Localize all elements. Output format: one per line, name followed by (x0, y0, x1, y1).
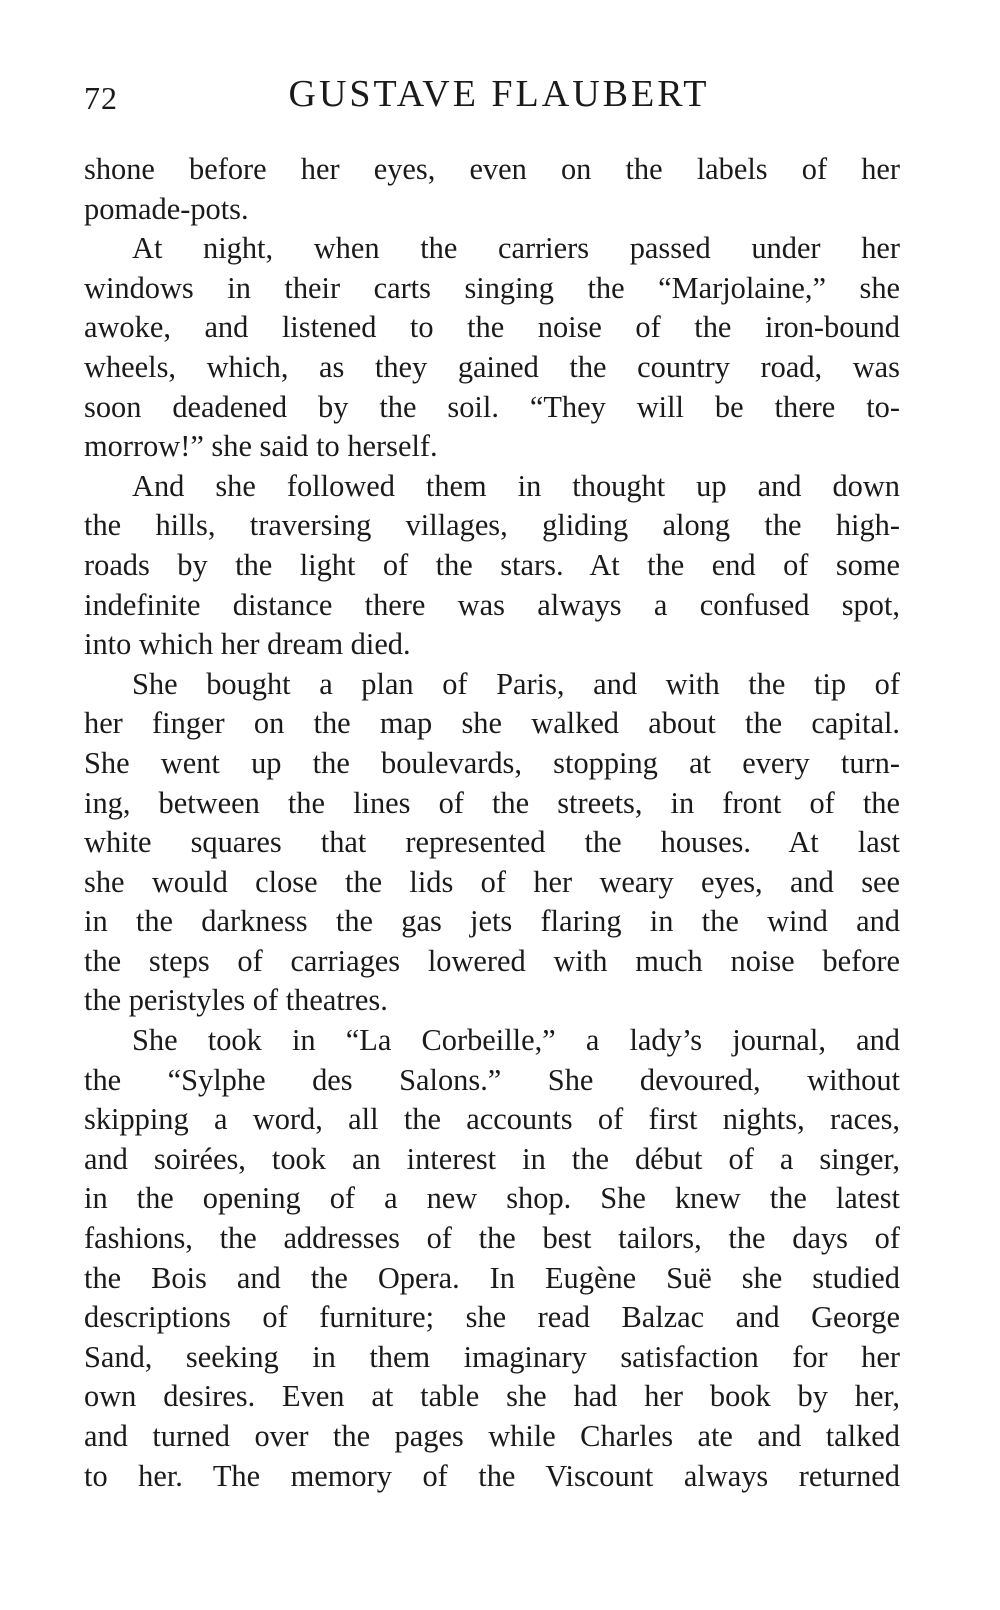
text-line: She went up the boulevards, stopping at every turn- (84, 745, 900, 780)
text-line: and soirées, took an interest in the début of a singer, (84, 1141, 900, 1176)
text-line: the “Sylphe des Salons.” She devoured, without (84, 1062, 900, 1097)
text-line: awoke, and listened to the noise of the iron-bound (84, 310, 900, 345)
text-line: the Bois and the Opera. In Eugène Suë she studied (84, 1260, 900, 1295)
text-line: roads by the light of the stars. At the end of some (84, 547, 900, 582)
text-line: fashions, the addresses of the best tailors, the days of (84, 1221, 900, 1256)
text-line: she would close the lids of her weary eyes, and see (84, 864, 900, 899)
text-line: descriptions of furniture; she read Balzac and George (84, 1300, 900, 1335)
text-line: She took in “La Corbeille,” a lady’s journal, and (132, 1023, 900, 1058)
text-line: At night, when the carriers passed under her (132, 231, 900, 266)
body-text (84, 150, 900, 1496)
text-line: wheels, which, as they gained the country road, was (84, 349, 900, 384)
text-line: the steps of carriages lowered with much noise before (84, 943, 900, 978)
running-title: GUSTAVE FLAUBERT (288, 73, 710, 115)
text-line: soon deadened by the soil. “They will be there to- (84, 389, 900, 424)
text-line: windows in their carts singing the “Marjolaine,” she (84, 270, 900, 305)
page-number: 72 (84, 80, 118, 116)
text-line: into which her dream died. (84, 627, 411, 662)
text-line: white squares that represented the houses. At last (84, 825, 900, 860)
text-line: pomade-pots. (84, 191, 249, 226)
text-line: shone before her eyes, even on the labels of her (84, 152, 900, 186)
text-line: skipping a word, all the accounts of first nights, races, (84, 1102, 900, 1137)
text-line: indefinite distance there was always a confused spot, (84, 587, 900, 622)
text-line: her finger on the map she walked about the capital. (84, 706, 900, 741)
text-line: the peristyles of theatres. (84, 983, 388, 1018)
text-line: own desires. Even at table she had her book by her, (84, 1379, 900, 1414)
text-line: the hills, traversing villages, gliding along the high- (84, 508, 900, 543)
text-line: morrow!” she said to herself. (84, 429, 438, 464)
text-line: and turned over the pages while Charles ate and talked (84, 1419, 900, 1453)
text-line: She bought a plan of Paris, and with the tip of (132, 666, 900, 701)
text-line: in the darkness the gas jets flaring in the wind and (84, 904, 900, 939)
page-header (84, 68, 904, 124)
text-line: Sand, seeking in them imaginary satisfaction for her (84, 1339, 900, 1374)
text-line: And she followed them in thought up and down (132, 468, 900, 503)
text-line: in the opening of a new shop. She knew the latest (84, 1181, 900, 1216)
text-line: ing, between the lines of the streets, in front of the (84, 785, 900, 820)
text-line: to her. The memory of the Viscount always returned (84, 1458, 900, 1493)
